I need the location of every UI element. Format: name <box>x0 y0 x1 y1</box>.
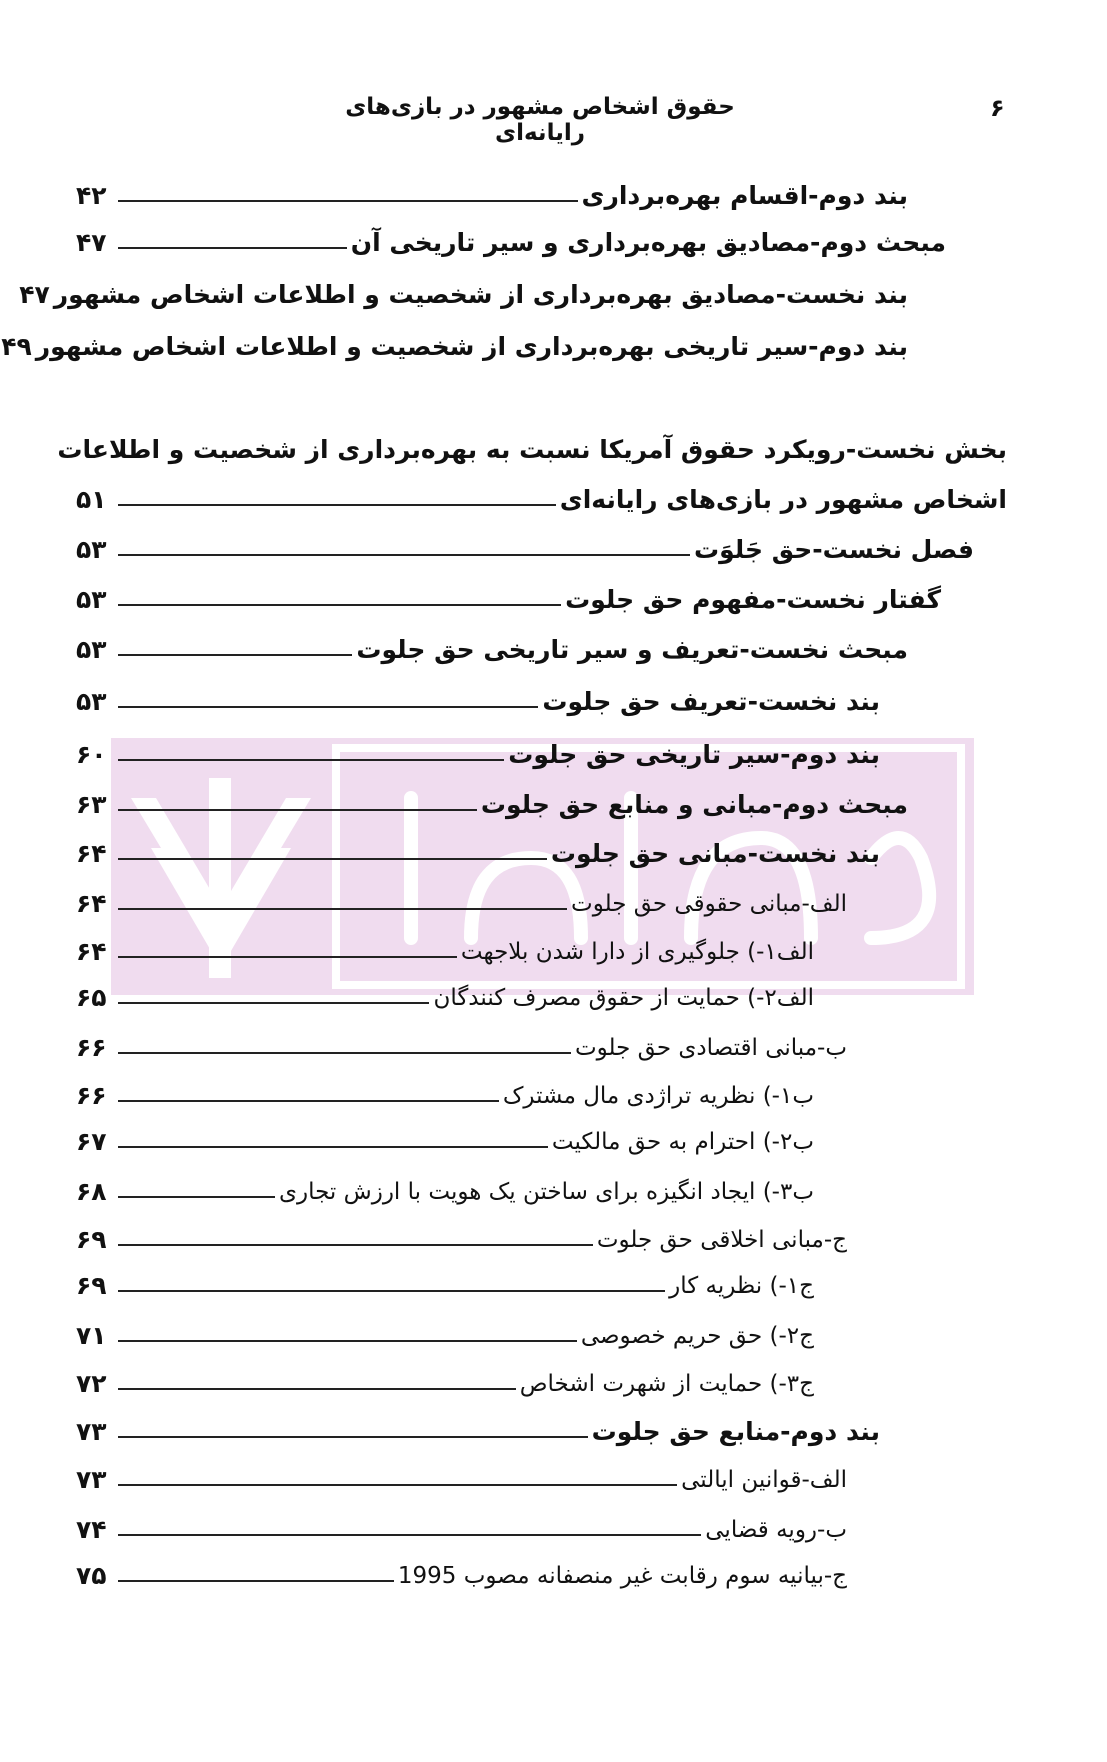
toc-leader-line <box>118 247 347 249</box>
toc-entry-title: بند دوم-اقسام بهره‌برداری <box>581 181 908 210</box>
toc-page-number: ۶۳ <box>76 790 107 819</box>
toc-page-number: ۵۳ <box>76 585 107 614</box>
toc-leader-line <box>118 554 690 556</box>
toc-leader-line <box>118 1484 677 1486</box>
toc-page-number: ۶۴ <box>76 937 107 966</box>
toc-leader-line <box>118 1436 588 1438</box>
toc-page-number: ۵۳ <box>76 535 107 564</box>
toc-page-number: ۶۰ <box>76 740 107 769</box>
toc-entry-title: الف-قوانین ایالتی <box>681 1467 847 1493</box>
toc-entry-title: الف۱-) جلوگیری از دارا شدن بلاجهت <box>460 939 814 965</box>
toc-leader-line <box>118 654 352 656</box>
toc-leader-line <box>118 1534 701 1536</box>
toc-entry <box>76 1400 880 1444</box>
toc-entry-title: الف۲-) حمایت از حقوق مصرف کنندگان <box>433 985 814 1011</box>
toc-entry <box>76 1208 847 1252</box>
toc-page-number: ۶۹ <box>76 1271 107 1300</box>
toc-entry-title: بخش نخست-رویکرد حقوق آمریکا نسبت به بهره‌برداری از شخصیت و اطلاعات <box>57 435 1007 464</box>
toc-entry-title: ب-مبانی اقتصادی حق جلوت <box>574 1035 847 1061</box>
toc-entry-title: ب-رویه قضایی <box>705 1517 847 1543</box>
toc-leader-line <box>118 1290 665 1292</box>
toc-page-number: ۶۴ <box>76 889 107 918</box>
toc-entry <box>76 1064 814 1108</box>
toc-leader-line <box>118 1388 516 1390</box>
toc-leader-line <box>118 1580 394 1582</box>
toc-entry-title: ج-بیانیه سوم رقابت غیر منصفانه مصوب 1995 <box>397 1563 847 1589</box>
toc-leader-line <box>118 1244 593 1246</box>
toc-entry-title: مبحث دوم-مبانی و منابع حق جلوت <box>480 790 908 819</box>
toc-entry <box>1 315 908 361</box>
toc-leader-line <box>118 706 538 708</box>
toc-page-number: ۴۷ <box>19 280 50 309</box>
toc-entry-title: بند دوم-منابع حق جلوت <box>591 1417 880 1446</box>
toc-page-number: ۶۵ <box>76 983 107 1012</box>
toc-entry <box>19 263 908 309</box>
toc-page-number: ۴۹ <box>1 332 32 361</box>
toc-page-number: ۷۵ <box>76 1561 107 1590</box>
toc-leader-line <box>118 1196 275 1198</box>
toc-entry <box>76 1304 814 1348</box>
toc-leader-line <box>118 759 504 761</box>
page-number: ۶ <box>990 94 1005 122</box>
toc-entry <box>76 1498 847 1542</box>
toc-entry-title: مبحث دوم-مصادیق بهره‌برداری و سیر تاریخی آن <box>350 228 946 257</box>
toc-page-number: ۶۹ <box>76 1225 107 1254</box>
toc-entry <box>76 1352 814 1396</box>
toc-page-number: ۶۷ <box>76 1127 107 1156</box>
running-header-title: حقوق اشخاص مشهور در بازی‌های رایانه‌ای <box>345 94 735 146</box>
toc-leader-line <box>118 1340 577 1342</box>
toc-entry <box>57 418 1007 464</box>
toc-page-number: ۷۳ <box>76 1417 107 1446</box>
toc-entry-title: بند نخست-مصادیق بهره‌برداری از شخصیت و اطلاعات اشخاص مشهور <box>53 280 908 309</box>
toc-page-number: ۵۳ <box>76 635 107 664</box>
toc-entry-title: ج۱-) نظریه کار <box>669 1273 814 1299</box>
toc-leader-line <box>118 1100 499 1102</box>
toc-leader-line <box>118 200 578 202</box>
toc-leader-line <box>118 908 567 910</box>
toc-leader-line <box>118 956 457 958</box>
toc-entry <box>76 920 814 964</box>
toc-page-number: ۶۴ <box>76 839 107 868</box>
toc-entry <box>76 468 1007 512</box>
toc-entry <box>76 211 946 255</box>
toc-leader-line <box>118 1002 429 1004</box>
toc-page-number: ۶۶ <box>76 1081 107 1110</box>
toc-leader-line <box>118 504 556 506</box>
toc-page-number: ۷۴ <box>76 1515 107 1544</box>
toc-entry-title: ب۱-) نظریه تراژدی مال مشترک <box>502 1083 814 1109</box>
toc-entry <box>76 1160 814 1204</box>
toc-entry-title: ج-مبانی اخلاقی حق جلوت <box>596 1227 847 1253</box>
toc-entry-title: مبحث نخست-تعریف و سیر تاریخی حق جلوت <box>356 635 908 664</box>
toc-entry <box>76 164 908 208</box>
toc-entry-title: بند دوم-سیر تاریخی حق جلوت <box>508 740 880 769</box>
toc-entry <box>76 966 814 1010</box>
toc-page-number: ۷۱ <box>76 1321 107 1350</box>
toc-entry-title: بند نخست-مبانی حق جلوت <box>550 839 880 868</box>
toc-entry-title: ج۳-) حمایت از شهرت اشخاص <box>519 1371 814 1397</box>
toc-page-number: ۶۶ <box>76 1033 107 1062</box>
toc-entry <box>76 618 908 662</box>
toc-page-number: ۷۳ <box>76 1465 107 1494</box>
toc-entry <box>76 670 880 714</box>
toc-entry <box>76 1016 847 1060</box>
toc-entry-title: ب۲-) احترام به حق مالکیت <box>551 1129 814 1155</box>
toc-entry <box>76 822 880 866</box>
toc-entry-title: بند دوم-سیر تاریخی بهره‌برداری از شخصیت و اطلاعات اشخاص مشهور <box>35 332 908 361</box>
toc-entry <box>76 872 847 916</box>
toc-page-number: ۵۳ <box>76 687 107 716</box>
toc-entry <box>76 1254 814 1298</box>
toc-entry-title: الف-مبانی حقوقی حق جلوت <box>571 891 847 917</box>
toc-entry-title: ب۳-) ایجاد انگیزه برای ساختن یک هویت با ارزش تجاری <box>278 1179 814 1205</box>
toc-entry <box>76 518 974 562</box>
toc-entry <box>76 1448 847 1492</box>
toc-entry-title: فصل نخست-حق جَلوَت <box>694 535 974 564</box>
toc-entry-title: ج۲-) حق حریم خصوصی <box>580 1323 814 1349</box>
toc-leader-line <box>118 1146 548 1148</box>
toc-leader-line <box>118 858 547 860</box>
toc-entry <box>76 1544 847 1588</box>
toc-page-number: ۷۲ <box>76 1369 107 1398</box>
toc-page-number: ۵۱ <box>76 485 107 514</box>
toc-page-number: ۴۲ <box>76 181 107 210</box>
toc-leader-line <box>118 1052 571 1054</box>
toc-entry <box>76 568 941 612</box>
toc-entry <box>76 723 880 767</box>
toc-entry-title: گفتار نخست-مفهوم حق جلوت <box>565 585 941 614</box>
toc-leader-line <box>118 604 561 606</box>
toc-entry <box>76 1110 814 1154</box>
toc-entry <box>76 773 908 817</box>
toc-page-number: ۶۸ <box>76 1177 107 1206</box>
toc-entry-title: بند نخست-تعریف حق جلوت <box>542 687 880 716</box>
toc-entry-title: اشخاص مشهور در بازی‌های رایانه‌ای <box>559 485 1007 514</box>
toc-page-number: ۴۷ <box>76 228 107 257</box>
toc-leader-line <box>118 809 477 811</box>
